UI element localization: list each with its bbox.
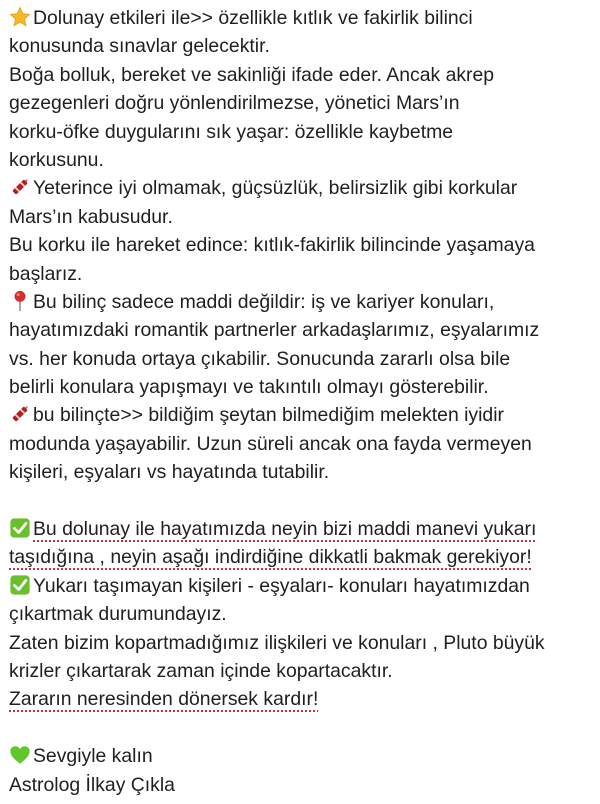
line-text: Yukarı taşımayan kişileri - eşyaları- konuları hayatımızdan — [33, 574, 530, 597]
line-text: bu bilinçte>> bildiğim şeytan bilmediğim melekten iyidir — [33, 404, 504, 427]
firecracker-icon — [9, 176, 31, 198]
text-line-2: konusunda sınavlar gelecektir. — [9, 35, 270, 58]
text-line-24 — [9, 685, 595, 713]
text-line-13: vs. her konuda ortaya çıkabilir. Sonucunda zararlı olsa bile — [9, 347, 511, 370]
text-line-4: gezegenleri doğru yönlendirilmezse, yönetici Mars’ın — [9, 92, 460, 115]
text-line-16: modunda yaşayabilir. Uzun süreli ancak ona fayda vermeyen — [9, 432, 532, 455]
signoff-text: Sevgiyle kalın — [33, 745, 153, 768]
check-mark-icon — [9, 574, 31, 596]
blank-line — [9, 487, 595, 515]
text-line-14: belirli konulara yapışmayı ve takıntılı olmayı gösterebilir. — [9, 376, 489, 399]
text-line-8: Mars’ın kabusudur. — [9, 205, 173, 228]
firecracker-icon — [9, 403, 31, 425]
text-line-19 — [9, 543, 595, 571]
line-text-underlined: taşıdığına , neyin aşağı indirdiğine dikkatli bakmak gerekiyor! — [9, 546, 532, 569]
pushpin-icon — [9, 290, 31, 312]
green-heart-icon — [9, 744, 31, 766]
text-line-15 — [9, 401, 595, 429]
text-line-22: Zaten bizim kopartmadığımız ilişkileri ve konuları , Pluto büyük — [9, 631, 545, 654]
text-line-6: korkusunu. — [9, 148, 104, 171]
text-line-12: hayatımızdaki romantik partnerler arkadaşlarımız, eşyalarımız — [9, 319, 540, 342]
document-body — [9, 4, 595, 799]
text-line-7 — [9, 174, 595, 202]
text-line-18 — [9, 515, 595, 543]
line-text: Dolunay etkileri ile>> özellikle kıtlık ve fakirlik bilinci — [33, 7, 473, 29]
author-signature: Astrolog İlkay Çıkla — [9, 773, 175, 796]
line-text-underlined: Zararın neresinden dönersek kardır! — [9, 688, 319, 711]
text-line-9: Bu korku ile hareket edince: kıtlık-fakirlik bilincinde yaşamaya — [9, 234, 535, 257]
text-line-25 — [9, 742, 595, 770]
star-icon — [9, 6, 31, 28]
blank-line — [9, 714, 595, 742]
text-line-5: korku-öfke duygularını sık yaşar: özellikle kaybetme — [9, 120, 454, 143]
text-line-17: kişileri, eşyaları vs hayatında tutabilir. — [9, 461, 330, 484]
text-line-3: Boğa bolluk, bereket ve sakinliği ifade eder. Ancak akrep — [9, 63, 495, 86]
check-mark-icon — [9, 517, 31, 539]
line-text: Bu bilinç sadece maddi değildir: iş ve kariyer konuları, — [33, 290, 495, 313]
text-line-10: başlarız. — [9, 262, 83, 285]
text-line-20 — [9, 572, 595, 600]
line-text-underlined: Bu dolunay ile hayatımızda neyin bizi maddi manevi yukarı — [33, 518, 537, 541]
line-text: Yeterince iyi olmamak, güçsüzlük, belirsizlik gibi korkular — [33, 177, 518, 200]
text-line-1 — [9, 4, 595, 32]
text-line-11 — [9, 288, 595, 316]
text-line-23: krizler çıkartarak zaman içinde kopartacaktır. — [9, 659, 393, 682]
text-line-21: çıkartmak durumundayız. — [9, 603, 227, 626]
